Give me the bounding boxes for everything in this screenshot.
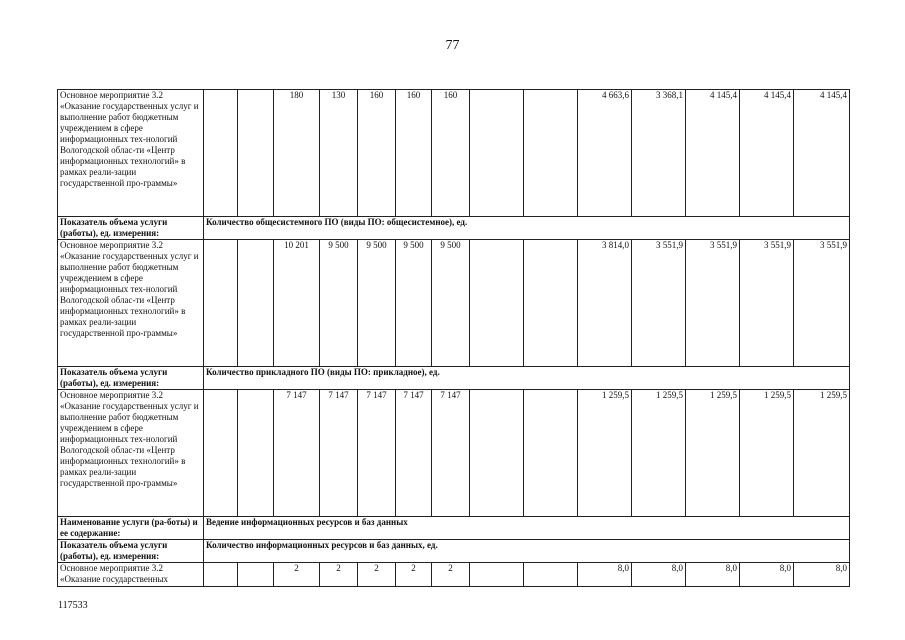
table-row xyxy=(58,517,850,540)
activity-cell: Основное мероприятие 3.2 «Оказание государственных услуг и выполнение работ бюджетным учреждением в сфере информационных тех-нологий Вологодской облас-ти «Центр информационных технологий» в рамках реали-зации государственной про-граммы» xyxy=(58,240,204,367)
count-cell: 160 xyxy=(432,90,470,217)
activity-cell: Основное мероприятие 3.2 «Оказание государственных услуг и выполнение работ бюджетным учреждением в сфере информационных тех-нологий Вологодской облас-ти «Центр информационных технологий» в рамках реали-зации государственной про-граммы» xyxy=(58,390,204,517)
empty-cell xyxy=(204,563,238,587)
table-row xyxy=(58,90,850,217)
finance-cell: 1 259,5 xyxy=(794,390,850,517)
empty-cell xyxy=(238,90,274,217)
finance-cell: 8,0 xyxy=(632,563,686,587)
finance-cell: 1 259,5 xyxy=(740,390,794,517)
page-number: 77 xyxy=(445,38,460,53)
count-cell: 9 500 xyxy=(320,240,358,367)
indicator-text: Количество общесистемного ПО (виды ПО: общесистемное), ед. xyxy=(204,217,850,240)
count-cell: 180 xyxy=(274,90,320,217)
count-cell: 2 xyxy=(396,563,432,587)
count-cell: 7 147 xyxy=(432,390,470,517)
table-row xyxy=(58,390,850,517)
count-cell: 2 xyxy=(274,563,320,587)
empty-cell xyxy=(204,240,238,367)
footer-code: 117533 xyxy=(58,600,88,611)
finance-cell: 8,0 xyxy=(794,563,850,587)
count-cell: 130 xyxy=(320,90,358,217)
empty-cell xyxy=(470,563,524,587)
count-cell: 9 500 xyxy=(432,240,470,367)
row-label: Показатель объема услуги (работы), ед. измерения: xyxy=(58,217,204,240)
finance-cell: 8,0 xyxy=(578,563,632,587)
table-row xyxy=(58,240,850,367)
count-cell: 2 xyxy=(358,563,396,587)
empty-cell xyxy=(238,563,274,587)
count-cell: 7 147 xyxy=(320,390,358,517)
empty-cell xyxy=(238,390,274,517)
empty-cell xyxy=(470,240,524,367)
finance-cell: 1 259,5 xyxy=(578,390,632,517)
empty-cell xyxy=(524,90,578,217)
count-cell: 9 500 xyxy=(358,240,396,367)
count-cell: 160 xyxy=(358,90,396,217)
activity-cell: Основное мероприятие 3.2 «Оказание государственных услуг и выполнение работ бюджетным учреждением в сфере информационных тех-нологий Вологодской облас-ти «Центр информационных технологий» в рамках реали-зации государственной про-граммы» xyxy=(58,90,204,217)
finance-cell: 3 551,9 xyxy=(740,240,794,367)
finance-cell: 4 145,4 xyxy=(740,90,794,217)
row-label: Показатель объема услуги (работы), ед. измерения: xyxy=(58,367,204,390)
empty-cell xyxy=(524,390,578,517)
empty-cell xyxy=(470,90,524,217)
finance-cell: 4 145,4 xyxy=(686,90,740,217)
count-cell: 2 xyxy=(432,563,470,587)
table-row xyxy=(58,217,850,240)
finance-cell: 1 259,5 xyxy=(686,390,740,517)
finance-cell: 3 551,9 xyxy=(794,240,850,367)
finance-cell: 8,0 xyxy=(686,563,740,587)
finance-cell: 3 814,0 xyxy=(578,240,632,367)
count-cell: 2 xyxy=(320,563,358,587)
finance-cell: 8,0 xyxy=(740,563,794,587)
finance-cell: 3 551,9 xyxy=(686,240,740,367)
indicator-text: Количество информационных ресурсов и баз данных, ед. xyxy=(204,540,850,563)
finance-cell: 3 368,1 xyxy=(632,90,686,217)
finance-cell: 1 259,5 xyxy=(632,390,686,517)
empty-cell xyxy=(524,240,578,367)
program-table xyxy=(57,89,850,587)
table-row xyxy=(58,367,850,390)
empty-cell xyxy=(204,90,238,217)
count-cell: 7 147 xyxy=(274,390,320,517)
row-label: Наименование услуги (ра-боты) и ее содержание: xyxy=(58,517,204,540)
service-name-text: Ведение информационных ресурсов и баз данных xyxy=(204,517,850,540)
count-cell: 7 147 xyxy=(358,390,396,517)
finance-cell: 3 551,9 xyxy=(632,240,686,367)
row-label: Показатель объема услуги (работы), ед. измерения: xyxy=(58,540,204,563)
table-row xyxy=(58,540,850,563)
indicator-text: Количество прикладного ПО (виды ПО: прикладное), ед. xyxy=(204,367,850,390)
count-cell: 9 500 xyxy=(396,240,432,367)
finance-cell: 4 145,4 xyxy=(794,90,850,217)
empty-cell xyxy=(238,240,274,367)
empty-cell xyxy=(204,390,238,517)
count-cell: 7 147 xyxy=(396,390,432,517)
finance-cell: 4 663,6 xyxy=(578,90,632,217)
count-cell: 160 xyxy=(396,90,432,217)
empty-cell xyxy=(470,390,524,517)
table-row xyxy=(58,563,850,587)
empty-cell xyxy=(524,563,578,587)
activity-cell: Основное мероприятие 3.2 «Оказание государственных xyxy=(58,563,204,587)
count-cell: 10 201 xyxy=(274,240,320,367)
